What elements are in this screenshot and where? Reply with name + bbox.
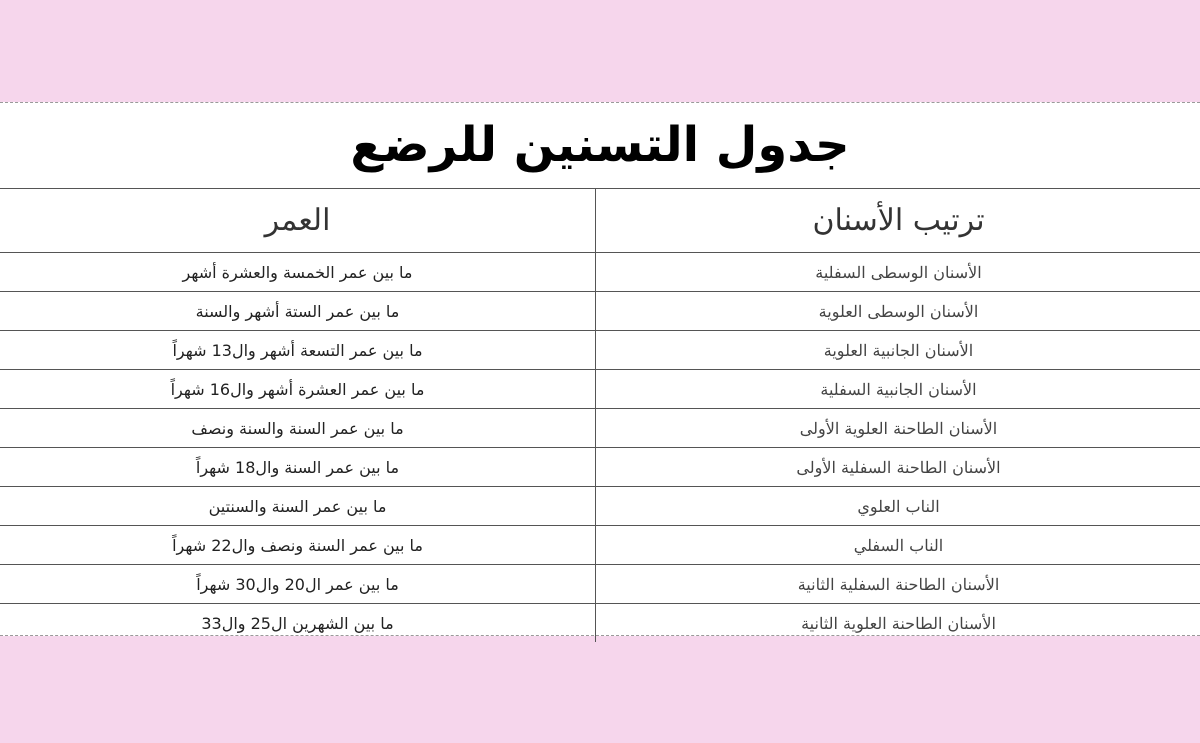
column-header-age: العمر <box>0 189 596 253</box>
table-row <box>0 526 1200 565</box>
cell-age: ما بين عمر السنة وال18 شهراً <box>0 448 596 487</box>
cell-age: ما بين عمر الستة أشهر والسنة <box>0 292 596 331</box>
cell-teeth: الناب العلوي <box>596 487 1200 526</box>
cell-teeth: الأسنان الجانبية العلوية <box>596 331 1200 370</box>
cell-age: ما بين عمر السنة ونصف وال22 شهراً <box>0 526 596 565</box>
cell-teeth: الأسنان الطاحنة السفلية الأولى <box>596 448 1200 487</box>
column-header-teeth-order: ترتيب الأسنان <box>596 189 1200 253</box>
cell-teeth: الأسنان الطاحنة السفلية الثانية <box>596 565 1200 604</box>
cell-age: ما بين عمر السنة والسنتين <box>0 487 596 526</box>
cell-teeth: الأسنان الوسطى السفلية <box>596 253 1200 292</box>
table-row <box>0 565 1200 604</box>
cell-age: ما بين الشهرين ال25 وال33 <box>0 604 596 643</box>
cell-age: ما بين عمر التسعة أشهر وال13 شهراً <box>0 331 596 370</box>
cell-teeth: الأسنان الوسطى العلوية <box>596 292 1200 331</box>
cell-age: ما بين عمر السنة والسنة ونصف <box>0 409 596 448</box>
cell-teeth: الأسنان الطاحنة العلوية الثانية <box>596 604 1200 643</box>
cell-age: ما بين عمر ال20 وال30 شهراً <box>0 565 596 604</box>
cell-teeth: الناب السفلي <box>596 526 1200 565</box>
table-row <box>0 331 1200 370</box>
table-row <box>0 292 1200 331</box>
cell-teeth: الأسنان الطاحنة العلوية الأولى <box>596 409 1200 448</box>
teething-table <box>0 189 1200 642</box>
table-row <box>0 487 1200 526</box>
table-header-row <box>0 189 1200 253</box>
table-row <box>0 409 1200 448</box>
cell-teeth: الأسنان الجانبية السفلية <box>596 370 1200 409</box>
table-row <box>0 370 1200 409</box>
page-title: جدول التسنين للرضع <box>0 103 1200 189</box>
cell-age: ما بين عمر الخمسة والعشرة أشهر <box>182 262 413 282</box>
table-row <box>0 604 1200 643</box>
table-row <box>0 253 1200 292</box>
cell-age: ما بين عمر العشرة أشهر وال16 شهراً <box>0 370 596 409</box>
table-row <box>0 448 1200 487</box>
teething-chart-document <box>0 102 1200 636</box>
